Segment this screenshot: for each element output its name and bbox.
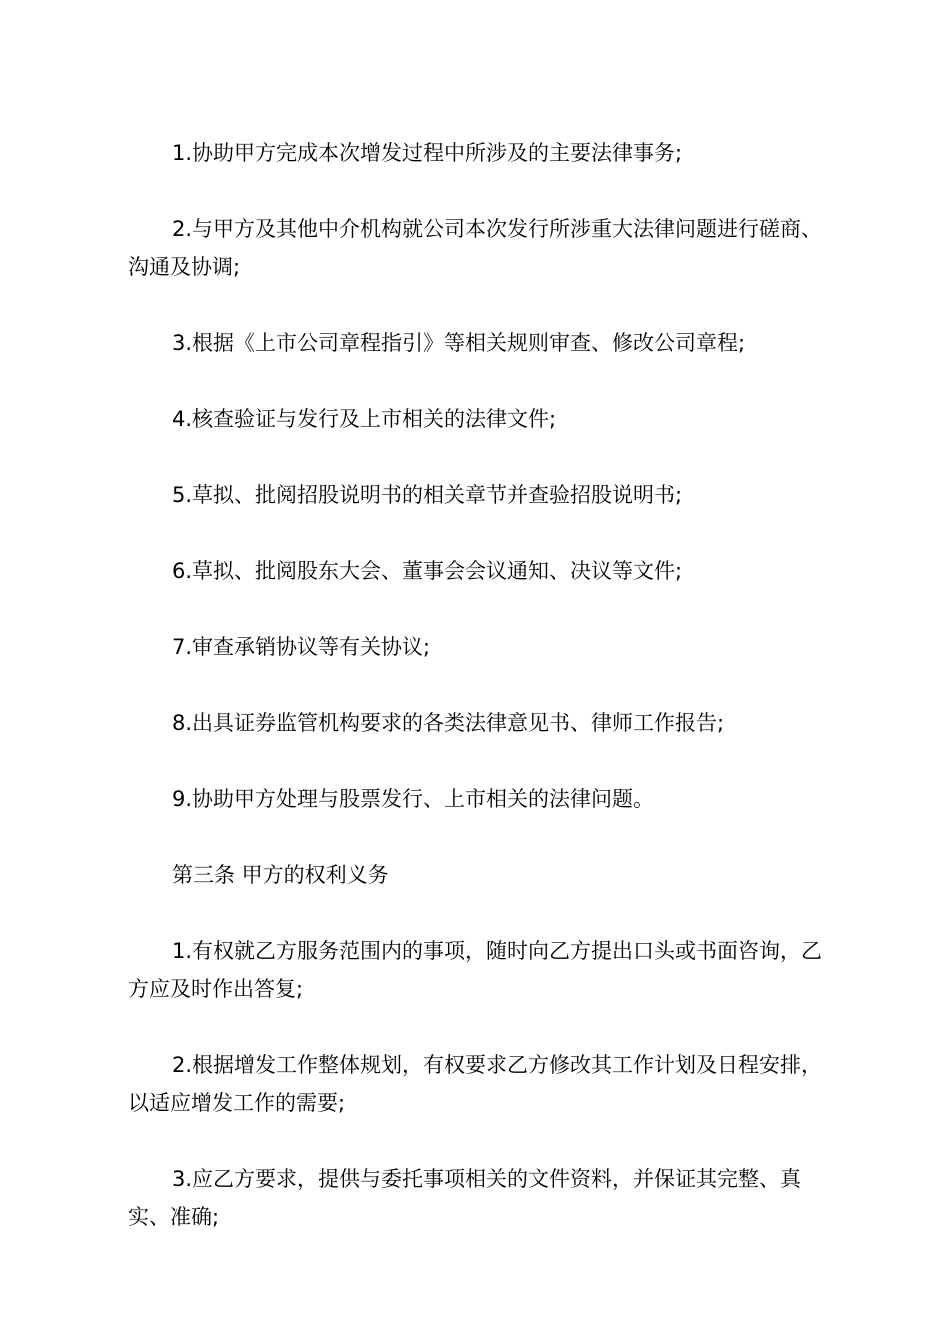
paragraph-service-item-1: 1.协助甲方完成本次增发过程中所涉及的主要法律事务; (172, 141, 683, 165)
paragraph-service-item-4: 4.核查验证与发行及上市相关的法律文件; (172, 407, 557, 431)
paragraph-service-item-7: 7.审查承销协议等有关协议; (172, 635, 431, 659)
paragraph-rights-item-3: 3.应乙方要求，提供与委托事项相关的文件资料，并保证其完整、真实、准确; (128, 1167, 802, 1229)
paragraph-rights-item-2: 2.根据增发工作整体规划，有权要求乙方修改其工作计划及日程安排，以适应增发工作的需要; (128, 1053, 823, 1115)
paragraph-service-item-8: 8.出具证券监管机构要求的各类法律意见书、律师工作报告; (172, 711, 725, 735)
paragraph-service-item-6: 6.草拟、批阅股东大会、董事会会议通知、决议等文件; (172, 559, 683, 583)
paragraph-service-item-9: 9.协助甲方处理与股票发行、上市相关的法律问题。 (172, 787, 655, 811)
paragraph-service-item-5: 5.草拟、批阅招股说明书的相关章节并查验招股说明书; (172, 483, 683, 507)
section-heading-article-3: 第三条 甲方的权利义务 (172, 863, 389, 887)
paragraph-service-item-3: 3.根据《上市公司章程指引》等相关规则审查、修改公司章程; (172, 331, 746, 355)
paragraph-rights-item-1: 1.有权就乙方服务范围内的事项，随时向乙方提出口头或书面咨询，乙方应及时作出答复; (128, 939, 823, 1001)
paragraph-service-item-2: 2.与甲方及其他中介机构就公司本次发行所涉重大法律问题进行磋商、沟通及协调; (128, 217, 823, 279)
